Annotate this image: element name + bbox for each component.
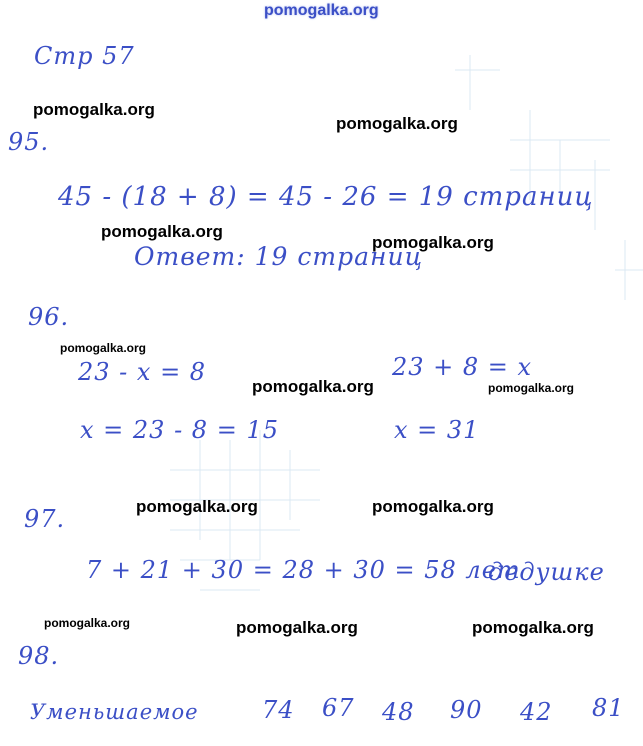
task-97-suffix: дедушке: [488, 558, 605, 586]
task-98-value: 90: [450, 696, 483, 724]
task-98-row-label: Уменьшаемое: [30, 700, 199, 724]
page-label: Стр 57: [34, 42, 135, 70]
watermark: pomogalka.org: [60, 341, 147, 355]
watermark: pomogalka.org: [488, 381, 575, 395]
task-96-eq1: 23 - x = 8: [78, 358, 207, 386]
task-98-value: 42: [520, 698, 553, 726]
watermark: pomogalka.org: [236, 618, 358, 637]
task-98-value: 48: [382, 698, 415, 726]
watermark: pomogalka.org: [44, 616, 131, 630]
task-98-number: 98.: [18, 642, 60, 670]
task-98-value: 67: [322, 694, 355, 722]
task-97-equation: 7 + 21 + 30 = 28 + 30 = 58 лет: [86, 556, 521, 584]
task-98-value: 74: [262, 696, 295, 724]
watermark: pomogalka.org: [252, 377, 374, 396]
watermark: pomogalka.org: [472, 618, 594, 637]
task-96-number: 96.: [28, 303, 70, 331]
watermark: pomogalka.org: [372, 497, 494, 516]
task-96-eq2: 23 + 8 = x: [392, 353, 533, 381]
task-95-number: 95.: [8, 128, 50, 156]
watermark: pomogalka.org: [33, 100, 155, 119]
task-95-equation: 45 - (18 + 8) = 45 - 26 = 19 страниц: [58, 182, 594, 212]
task-96-sol2: x = 31: [394, 416, 480, 444]
task-96-sol1: x = 23 - 8 = 15: [80, 416, 279, 444]
watermark: pomogalka.org: [101, 222, 223, 241]
watermark: pomogalka.org: [372, 233, 494, 252]
watermark: pomogalka.org: [136, 497, 258, 516]
task-98-value: 81: [592, 694, 625, 722]
task-95-answer: Ответ: 19 страниц: [134, 242, 424, 271]
watermark: pomogalka.org: [336, 114, 458, 133]
header-watermark: pomogalka.org: [264, 2, 379, 19]
task-97-number: 97.: [24, 505, 66, 533]
